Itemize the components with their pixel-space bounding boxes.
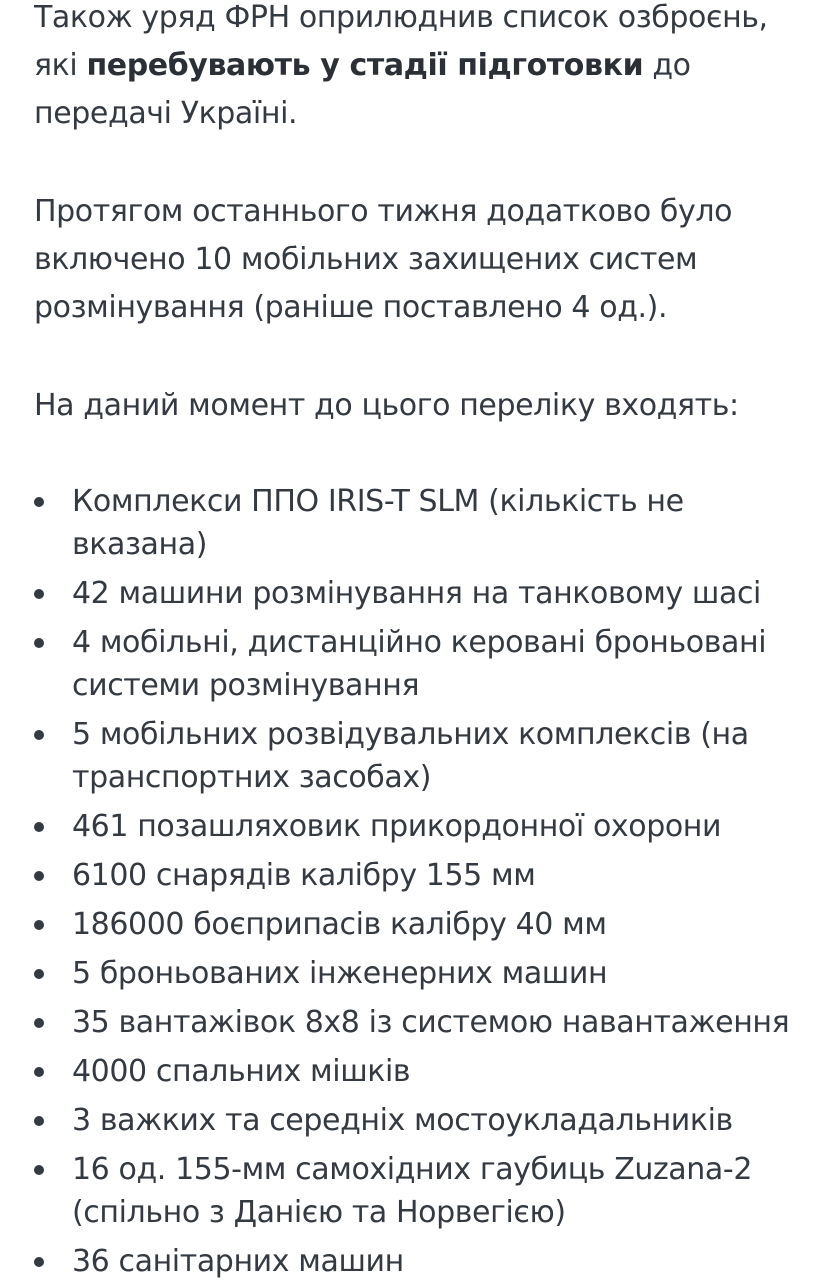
bullet-icon bbox=[34, 730, 44, 740]
list-item bbox=[34, 1148, 794, 1234]
bullet-icon bbox=[34, 1116, 44, 1126]
list-item-text: 5 мобільних розвідувальних комплексів (на транспортних засобах) bbox=[72, 717, 749, 795]
list-item bbox=[34, 713, 794, 799]
list-item-text: Комплекси ППО IRIS-T SLM (кількість не вказана) bbox=[72, 484, 684, 562]
bullet-icon bbox=[34, 1018, 44, 1028]
list-item bbox=[34, 952, 794, 995]
list-item bbox=[34, 572, 794, 615]
list-item bbox=[34, 1240, 794, 1283]
list-item bbox=[34, 805, 794, 848]
bullet-icon bbox=[34, 822, 44, 832]
list-item-text: 4 мобільні, дистанційно керовані броньовані системи розмінування bbox=[72, 625, 767, 703]
update-paragraph: Протягом останнього тижня додатково було включено 10 мобільних захищених систем розмінування (раніше поставлено 4 од.). bbox=[34, 194, 733, 325]
list-intro-paragraph: На даний момент до цього переліку входять: bbox=[34, 388, 739, 423]
list-item-text: 16 од. 155-мм самохідних гаубиць Zuzana-2 (спільно з Данією та Норвегією) bbox=[72, 1152, 753, 1230]
bullet-icon bbox=[34, 589, 44, 599]
list-item bbox=[34, 1001, 794, 1044]
list-item-text: 42 машини розмінування на танковому шасі bbox=[72, 576, 761, 611]
intro-bold-text: перебувають у стадії підготовки bbox=[86, 48, 644, 83]
intro-text-end: до передачі Україні. bbox=[34, 48, 691, 131]
bullet-icon bbox=[34, 1165, 44, 1175]
list-item bbox=[34, 903, 794, 946]
list-item bbox=[34, 1099, 794, 1142]
list-item-text: 186000 боєприпасів калібру 40 мм bbox=[72, 907, 607, 942]
weapons-list bbox=[34, 480, 794, 1283]
bullet-icon bbox=[34, 969, 44, 979]
bullet-icon bbox=[34, 497, 44, 507]
bullet-icon bbox=[34, 1257, 44, 1267]
list-item bbox=[34, 480, 794, 566]
list-item-text: 5 броньованих інженерних машин bbox=[72, 956, 608, 991]
list-item bbox=[34, 854, 794, 897]
bullet-icon bbox=[34, 871, 44, 881]
list-item bbox=[34, 621, 794, 707]
list-item-text: 4000 спальних мішків bbox=[72, 1054, 411, 1089]
intro-text-start: Також уряд ФРН оприлюднив список озброєнь, які bbox=[34, 0, 768, 83]
list-item-text: 3 важких та середніх мостоукладальників bbox=[72, 1103, 733, 1138]
list-item-text: 461 позашляховик прикордонної охорони bbox=[72, 809, 722, 844]
list-item-text: 6100 снарядів калібру 155 мм bbox=[72, 858, 536, 893]
list-item-text: 35 вантажівок 8х8 із системою навантаження bbox=[72, 1005, 790, 1040]
list-item-text: 36 санітарних машин bbox=[72, 1244, 404, 1279]
bullet-icon bbox=[34, 638, 44, 648]
bullet-icon bbox=[34, 1067, 44, 1077]
list-item bbox=[34, 1050, 794, 1093]
bullet-icon bbox=[34, 920, 44, 930]
intro-paragraph bbox=[34, 0, 794, 138]
